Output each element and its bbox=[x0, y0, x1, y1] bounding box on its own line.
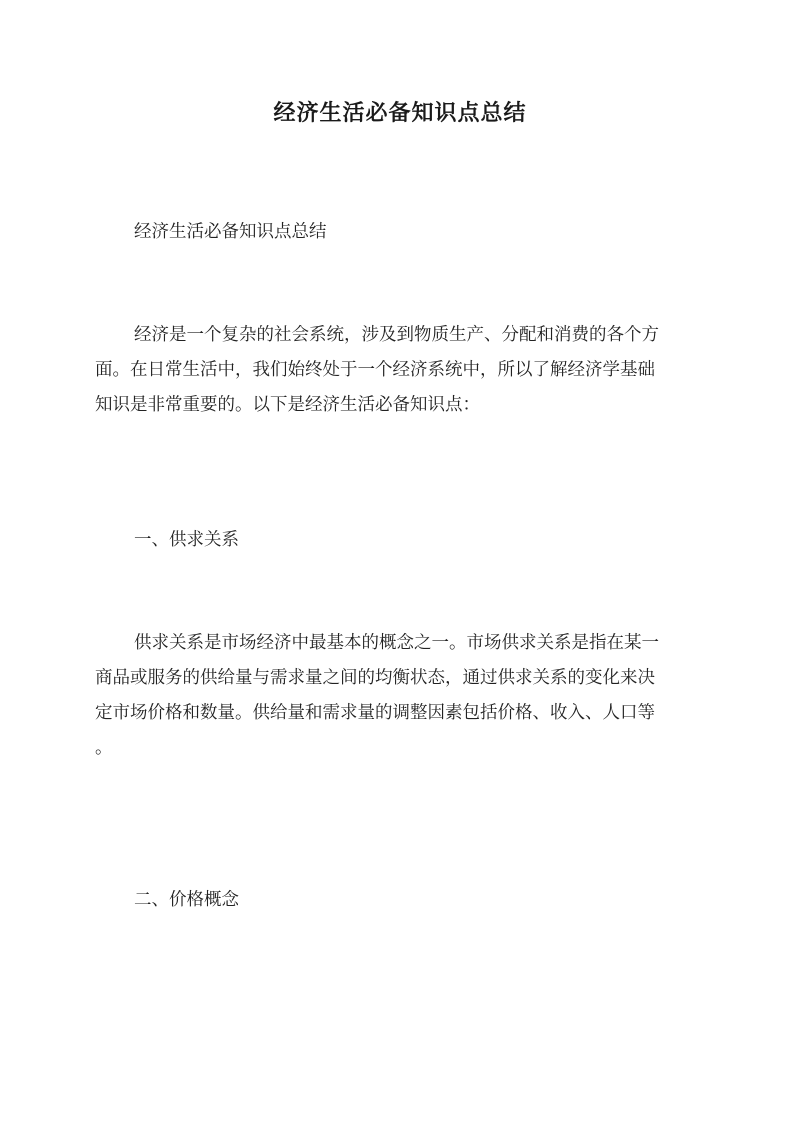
paragraph-line: 知识是非常重要的。以下是经济生活必备知识点： bbox=[95, 395, 480, 415]
intro-paragraph bbox=[95, 318, 707, 423]
paragraph-line: 定市场价格和数量。供给量和需求量的调整因素包括价格、收入、人口等 bbox=[95, 703, 655, 723]
paragraph-line: 商品或服务的供给量与需求量之间的均衡状态，通过供求关系的变化来决 bbox=[95, 668, 655, 688]
paragraph-line: 。 bbox=[95, 738, 113, 758]
document-title: 经济生活必备知识点总结 bbox=[273, 100, 527, 126]
paragraph-line: 经济是一个复杂的社会系统，涉及到物质生产、分配和消费的各个方 bbox=[134, 325, 659, 345]
document-subtitle: 经济生活必备知识点总结 bbox=[134, 222, 327, 242]
section-heading-price-concept: 二、价格概念 bbox=[134, 890, 239, 910]
section-heading-supply-demand: 一、供求关系 bbox=[134, 530, 239, 550]
paragraph-line: 面。在日常生活中，我们始终处于一个经济系统中，所以了解经济学基础 bbox=[95, 360, 655, 380]
supply-demand-paragraph bbox=[95, 626, 707, 766]
paragraph-line: 供求关系是市场经济中最基本的概念之一。市场供求关系是指在某一 bbox=[134, 633, 659, 653]
